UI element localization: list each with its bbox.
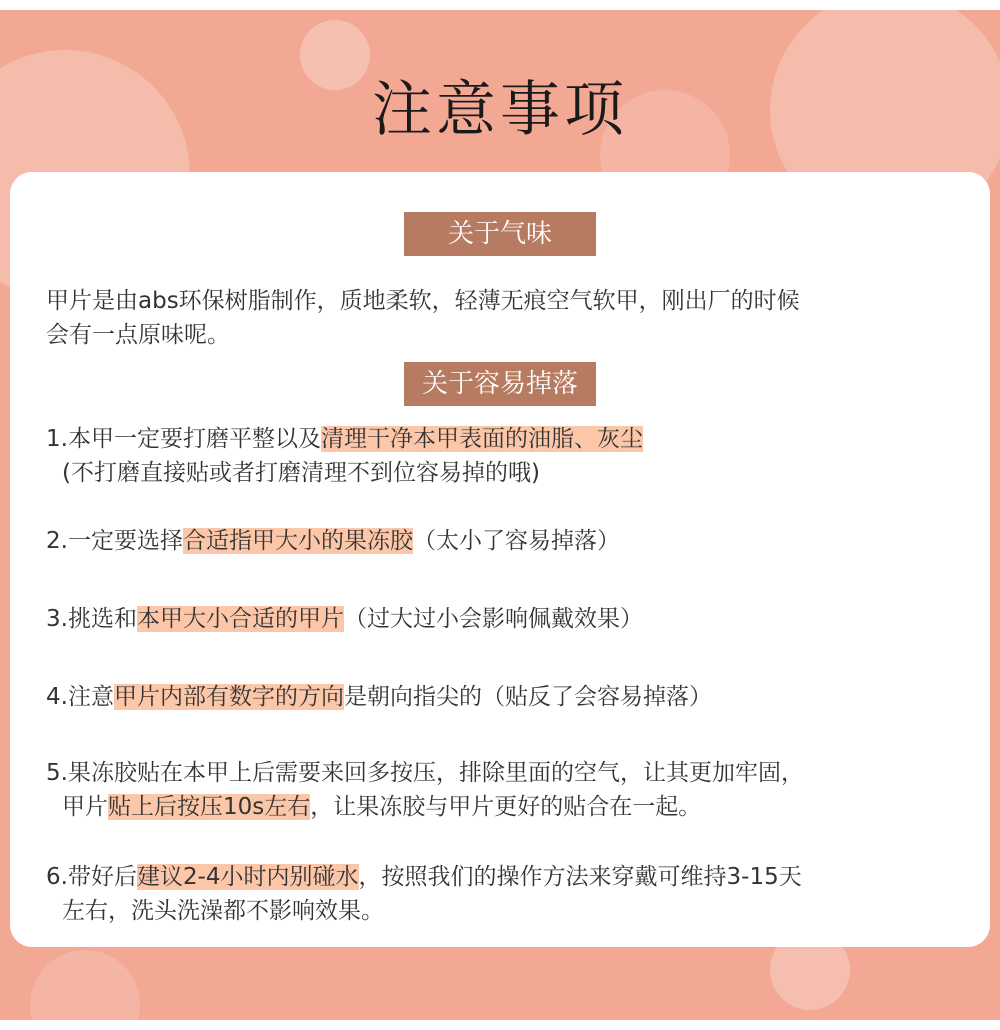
tip-5-line-1: 5.果冻胶贴在本甲上后需要来回多按压，排除里面的空气，让其更加牢固，	[46, 760, 804, 786]
decor-bubble	[30, 950, 140, 1020]
tip-item-4	[46, 680, 712, 714]
tip-highlight: 合适指甲大小的果冻胶	[182, 528, 413, 554]
tip-highlight: 清理干净本甲表面的油脂、灰尘	[320, 426, 643, 452]
tip-5-line-2	[46, 790, 804, 824]
tip-item-1	[46, 422, 643, 490]
tip-1-line-2: (不打磨直接贴或者打磨清理不到位容易掉的哦)	[62, 460, 540, 486]
tip-text: 6.带好后	[46, 864, 137, 890]
page-background	[0, 10, 1000, 1020]
tip-highlight: 建议2-4小时内别碰水	[136, 864, 359, 890]
tip-highlight: 本甲大小合适的甲片	[136, 606, 344, 632]
tip-text: 是朝向指尖的（贴反了会容易掉落）	[343, 684, 712, 710]
tip-text: 4.注意	[46, 684, 114, 710]
tip-text: ，按照我们的操作方法来穿戴可维持3-15天	[358, 864, 802, 890]
tip-6-line-2: 左右，洗头洗澡都不影响效果。	[62, 898, 384, 924]
tip-6-line-1	[46, 860, 802, 894]
tip-text: 2.一定要选择	[46, 528, 183, 554]
odor-paragraph	[46, 284, 800, 352]
page-title: 注意事项	[372, 75, 628, 145]
tip-1-line-1	[46, 422, 643, 456]
tip-text: （太小了容易掉落）	[412, 528, 620, 554]
content-card	[10, 172, 990, 947]
tip-item-6	[46, 860, 802, 928]
tip-highlight: 贴上后按压10s左右	[108, 794, 311, 820]
section-heading-odor: 关于气味	[404, 212, 596, 256]
section-heading-falling: 关于容易掉落	[404, 362, 596, 406]
tip-item-5	[46, 756, 804, 824]
tip-item-3	[46, 602, 643, 636]
tip-text: 3.挑选和	[46, 606, 137, 632]
tip-text: 1.本甲一定要打磨平整以及	[46, 426, 321, 452]
odor-line-2: 会有一点原味呢。	[46, 322, 230, 348]
tip-text: （过大过小会影响佩戴效果）	[343, 606, 643, 632]
tip-highlight: 甲片内部有数字的方向	[113, 684, 344, 710]
tip-text: ，让果冻胶与甲片更好的贴合在一起。	[310, 794, 702, 820]
odor-line-1: 甲片是由abs环保树脂制作，质地柔软，轻薄无痕空气软甲，刚出厂的时候	[46, 288, 800, 314]
tip-item-2	[46, 524, 620, 558]
tip-text: 甲片	[62, 794, 108, 820]
